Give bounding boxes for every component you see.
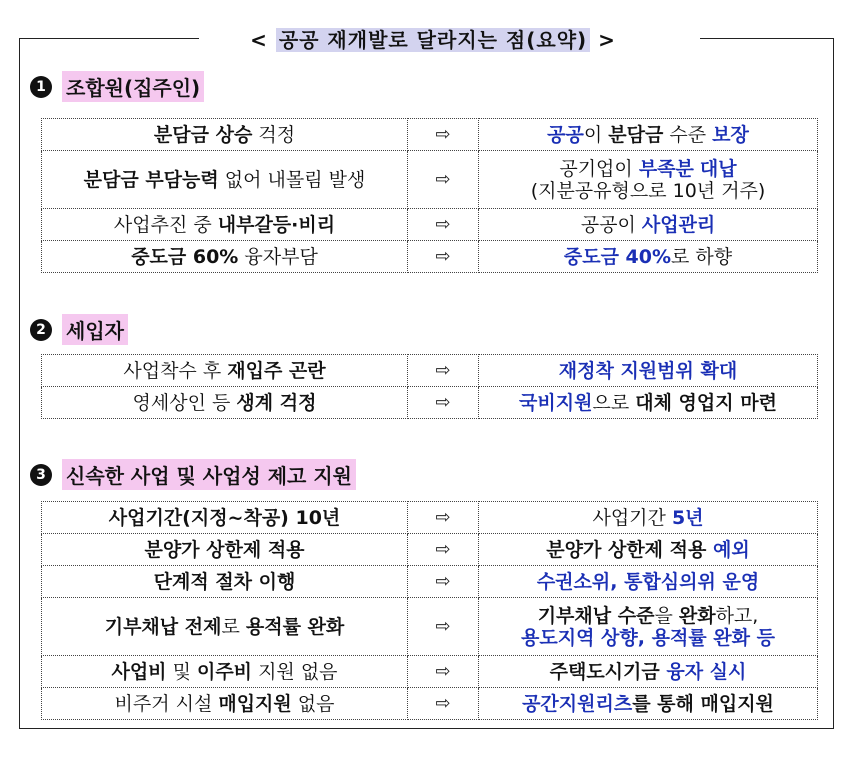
improvement-segment: 공공 (547, 123, 584, 146)
improvement-segment: 완화 (678, 604, 716, 627)
section-label: 조합원(집주인) (62, 71, 204, 102)
issue-segment: 생계 걱정 (236, 391, 317, 414)
improvement-line (483, 693, 813, 715)
improvement-cell (479, 566, 818, 598)
title-text: 공공 재개발로 달라지는 점(요약) (276, 28, 590, 52)
improvement-line (483, 661, 813, 683)
issue-segment: 비주거 시설 (114, 692, 219, 715)
issue-cell (42, 534, 408, 566)
issue-segment: 기부채납 전제 (104, 615, 222, 638)
issue-cell (42, 355, 408, 387)
improvement-segment: 보장 (712, 123, 749, 146)
page-title (0, 24, 866, 53)
issue-segment: 분담금 부담능력 (83, 168, 219, 191)
improvement-cell (479, 119, 818, 151)
improvement-segment: 공공이 (580, 213, 642, 236)
section-table (41, 354, 818, 419)
title-prefix: < (250, 28, 276, 52)
number-badge-icon: 2 (30, 319, 52, 341)
issue-segment: 중도금 60% (131, 245, 239, 268)
issue-cell (42, 151, 408, 209)
section-table (41, 501, 818, 720)
table-row (42, 688, 818, 720)
issue-segment: 융자부담 (238, 245, 318, 268)
title-suffix: > (590, 28, 616, 52)
improvement-cell (479, 656, 818, 688)
number-badge-icon: 1 (30, 76, 52, 98)
issue-cell (42, 387, 408, 419)
improvement-segment: 공기업이 (559, 157, 639, 180)
improvement-line (483, 180, 813, 202)
table-row (42, 119, 818, 151)
issue-cell (42, 598, 408, 656)
section-table (41, 118, 818, 273)
improvement-segment: 주택도시기금 (549, 660, 667, 683)
improvement-line (483, 214, 813, 236)
improvement-line (483, 605, 813, 627)
improvement-segment: 용도지역 상향, 용적률 완화 등 (521, 626, 775, 649)
issue-segment: 사업기간(지정~착공) 10년 (108, 506, 341, 529)
improvement-segment: 이 (583, 123, 609, 146)
improvement-segment: 공간지원리츠 (522, 692, 633, 715)
section-heading (30, 459, 356, 490)
table-row (42, 598, 818, 656)
issue-segment: 분담금 상승 (153, 123, 253, 146)
issue-cell (42, 566, 408, 598)
improvement-segment: 으로 (592, 391, 636, 414)
issue-segment: 사업비 (111, 660, 167, 683)
issue-segment: 재입주 곤란 (227, 359, 326, 382)
issue-segment: 사업착수 후 (123, 359, 228, 382)
issue-cell (42, 119, 408, 151)
arrow-icon: ⇨ (408, 566, 479, 598)
number-badge-icon: 3 (30, 464, 52, 486)
improvement-segment: 하고, (715, 604, 759, 627)
improvement-line (483, 124, 813, 146)
arrow-icon: ⇨ (408, 688, 479, 720)
improvement-cell (479, 241, 818, 273)
table-row (42, 355, 818, 387)
improvement-segment: 을 (654, 604, 679, 627)
improvement-segment: 기부채납 수준 (537, 604, 655, 627)
improvement-segment: 사업관리 (641, 213, 716, 236)
arrow-icon: ⇨ (408, 355, 479, 387)
improvement-line (483, 539, 813, 561)
arrow-icon: ⇨ (408, 151, 479, 209)
section-heading (30, 314, 128, 345)
improvement-line (483, 571, 813, 593)
improvement-segment: 중도금 40% (563, 245, 672, 268)
section-heading (30, 71, 204, 102)
issue-segment: 분양가 상한제 적용 (144, 538, 305, 561)
issue-segment: 영세상인 등 (132, 391, 237, 414)
issue-segment: 없어 내몰림 발생 (218, 168, 366, 191)
issue-cell (42, 241, 408, 273)
improvement-segment: (지분공유형으로 10년 거주) (530, 179, 766, 202)
arrow-icon: ⇨ (408, 387, 479, 419)
section-label: 신속한 사업 및 사업성 제고 지원 (62, 459, 356, 490)
improvement-segment: 융자 실시 (666, 660, 747, 683)
improvement-line (483, 507, 813, 529)
issue-segment: 지원 없음 (252, 660, 338, 683)
table-row (42, 566, 818, 598)
improvement-line (483, 392, 813, 414)
improvement-segment: 국비지원 (519, 391, 593, 414)
table-row (42, 209, 818, 241)
issue-cell (42, 656, 408, 688)
arrow-icon: ⇨ (408, 119, 479, 151)
improvement-line (483, 627, 813, 649)
issue-segment: 및 (166, 660, 197, 683)
table-row (42, 534, 818, 566)
improvement-segment: 대납 (699, 157, 737, 180)
issue-segment: 사업추진 중 (113, 213, 218, 236)
improvement-cell (479, 387, 818, 419)
improvement-line (483, 246, 813, 268)
arrow-icon: ⇨ (408, 241, 479, 273)
arrow-icon: ⇨ (408, 209, 479, 241)
improvement-segment: 로 하향 (671, 245, 733, 268)
improvement-cell (479, 355, 818, 387)
improvement-segment: 사업기간 (592, 506, 672, 529)
improvement-cell (479, 534, 818, 566)
issue-segment: 걱정 (252, 123, 296, 146)
issue-segment: 용적률 완화 (245, 615, 345, 638)
improvement-segment: 를 통해 매입지원 (632, 692, 774, 715)
improvement-cell (479, 502, 818, 534)
table-row (42, 387, 818, 419)
improvement-cell (479, 598, 818, 656)
improvement-cell (479, 151, 818, 209)
issue-segment: 매입지원 (218, 692, 292, 715)
improvement-segment: 재정착 지원범위 확대 (558, 359, 738, 382)
improvement-segment: 수준 (663, 123, 713, 146)
issue-segment: 단계적 절차 이행 (153, 570, 296, 593)
issue-segment: 로 (221, 615, 246, 638)
improvement-line (483, 158, 813, 180)
improvement-segment: 분양가 상한제 적용 (546, 538, 713, 561)
issue-cell (42, 688, 408, 720)
section-label: 세입자 (62, 314, 128, 345)
improvement-segment: 분담금 (608, 123, 664, 146)
table-row (42, 656, 818, 688)
issue-cell (42, 502, 408, 534)
improvement-line (483, 360, 813, 382)
improvement-cell (479, 209, 818, 241)
arrow-icon: ⇨ (408, 656, 479, 688)
improvement-segment: 예외 (712, 538, 750, 561)
table-row (42, 502, 818, 534)
issue-segment: 없음 (291, 692, 335, 715)
issue-segment: 이주비 (196, 660, 253, 683)
improvement-segment: 부족분 (638, 157, 694, 180)
table-row (42, 241, 818, 273)
issue-segment: 내부갈등·비리 (217, 213, 336, 236)
arrow-icon: ⇨ (408, 534, 479, 566)
improvement-segment: 수권소위, 통합심의위 운영 (536, 570, 760, 593)
improvement-segment: 5년 (671, 506, 704, 529)
arrow-icon: ⇨ (408, 502, 479, 534)
table-row (42, 151, 818, 209)
issue-cell (42, 209, 408, 241)
improvement-segment: 대체 영업지 마련 (635, 391, 777, 414)
improvement-cell (479, 688, 818, 720)
arrow-icon: ⇨ (408, 598, 479, 656)
